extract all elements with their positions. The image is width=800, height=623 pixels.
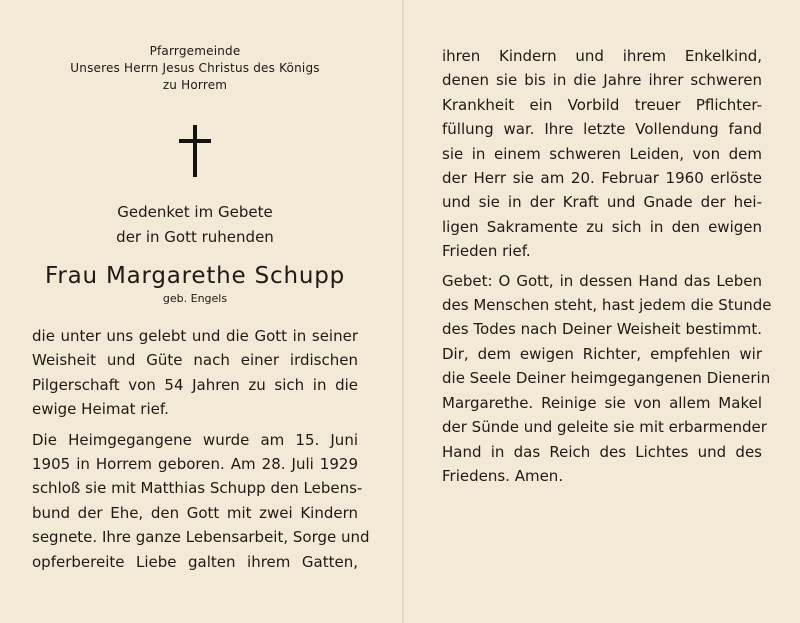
text-line: der Sünde und geleite sie mit erbarmender	[442, 418, 767, 437]
deceased-name: Frau Margarethe Schupp	[44, 263, 346, 289]
cross-icon	[178, 125, 212, 177]
center-fold	[402, 0, 404, 623]
right-page	[442, 0, 772, 488]
text-line: sie in einem schweren Leiden, von dem	[442, 144, 762, 163]
text-line: segnete. Ihre ganze Lebensarbeit, Sorge und	[32, 528, 370, 547]
text-line: Die Heimgegangene wurde am 15. Juni	[32, 430, 358, 449]
text-line: die unter uns gelebt und die Gott in seiner	[32, 327, 358, 345]
text-line: des Menschen steht, hast jedem die Stunde	[442, 296, 772, 315]
text-line: ligen Sakramente zu sich in den ewigen	[442, 217, 762, 236]
biography-paragraph-3	[442, 44, 762, 264]
parish-line: Unseres Herrn Jesus Christus des Königs	[70, 61, 320, 75]
text-line: füllung war. Ihre letzte Vollendung fand	[442, 120, 762, 139]
biography-paragraph-1	[32, 324, 358, 422]
text-line: Dir, dem ewigen Richter, empfehlen wir	[442, 344, 762, 363]
text-line: und sie in der Kraft und Gnade der hei-	[442, 193, 762, 212]
text-line: ihren Kindern und ihrem Enkelkind,	[442, 47, 762, 65]
text-line: Weisheit und Güte nach einer irdischen	[32, 351, 358, 370]
left-page	[32, 0, 370, 574]
text-line: Pilgerschaft von 54 Jahren zu sich in die	[32, 375, 358, 394]
remembrance-line: der in Gott ruhenden	[116, 228, 274, 246]
text-line: ewige Heimat rief.	[32, 400, 169, 419]
text-line: Krankheit ein Vorbild treuer Pflichter-	[442, 95, 762, 114]
prayer-paragraph	[442, 269, 772, 489]
text-line: Friedens. Amen.	[442, 466, 564, 485]
biography-paragraph-2	[32, 428, 370, 574]
text-line: Hand in das Reich des Lichtes und des	[442, 442, 762, 461]
text-line: opferbereite Liebe galten ihrem Gatten,	[32, 552, 358, 571]
parish-line: zu Horrem	[162, 78, 228, 92]
text-line: Gebet: O Gott, in dessen Hand das Leben	[442, 271, 762, 290]
text-line: der Herr sie am 20. Februar 1960 erlöste	[442, 169, 762, 188]
text-line: die Seele Deiner heimgegangenen Dienerin	[442, 369, 771, 388]
text-line: Margarethe. Reinige sie von allem Makel	[442, 393, 762, 412]
text-line: Frieden rief.	[442, 242, 531, 261]
text-line: des Todes nach Deiner Weisheit bestimmt.	[442, 320, 762, 339]
parish-line: Pfarrgemeinde	[149, 44, 241, 58]
remembrance-line: Gedenket im Gebete	[117, 203, 273, 221]
remembrance-text	[32, 200, 358, 250]
text-line: 1905 in Horrem geboren. Am 28. Juli 1929	[32, 455, 358, 474]
parish-header	[32, 43, 358, 94]
text-line: denen sie bis in die Jahre ihrer schweren	[442, 71, 762, 90]
maiden-name: geb. Engels	[162, 292, 228, 305]
text-line: bund der Ehe, den Gott mit zwei Kindern	[32, 503, 358, 522]
text-line: schloß sie mit Matthias Schupp den Lebens-	[32, 479, 363, 498]
